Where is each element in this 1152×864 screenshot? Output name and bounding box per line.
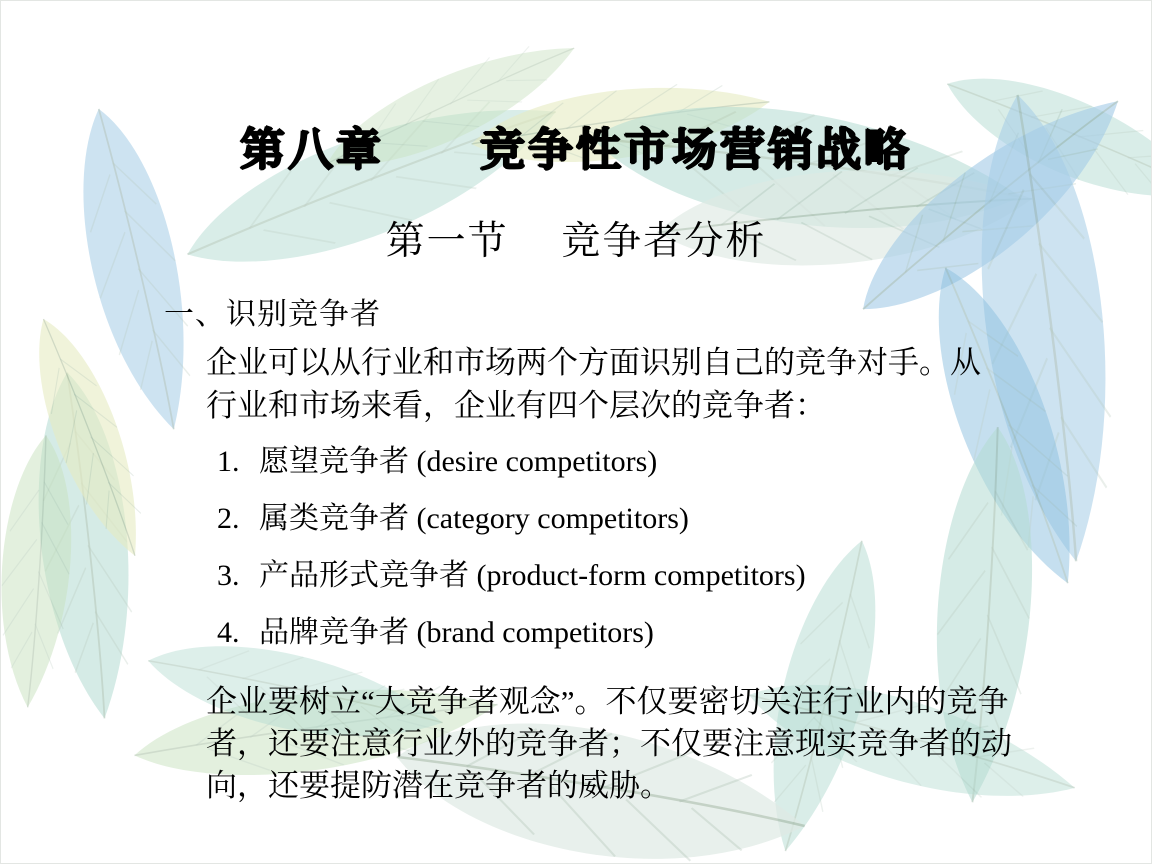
list-label: 品牌竞争者 (brand competitors): [259, 616, 654, 649]
closing-paragraph: 企业要树立“大竞争者观念”。不仅要密切关注行业内的竞争者，还要注意行业外的竞争者；不仅要注意现实竞争者的动向，还要提防潜在竞争者的威胁。: [206, 684, 1012, 803]
list-label: 产品形式竞争者 (product-form competitors): [259, 559, 806, 592]
list-number: 2.: [217, 502, 240, 535]
list-number: 4.: [217, 616, 240, 649]
list-number: 3.: [217, 559, 240, 592]
intro-paragraph: 企业可以从行业和市场两个方面识别自己的竞争对手。从行业和市场来看，企业有四个层次的竞争者：: [206, 345, 981, 423]
competitor-type-list: [217, 445, 806, 673]
list-number: 1.: [217, 445, 240, 478]
list-item-category-competitors: [217, 502, 806, 536]
list-item-brand-competitors: [217, 616, 806, 650]
list-label: 属类竞争者 (category competitors): [259, 502, 689, 535]
slide-content: [1, 1, 1151, 863]
list-heading: 一、识别竞争者: [164, 298, 381, 331]
section-title: 第一节 竞争者分析: [385, 220, 767, 263]
list-item-desire-competitors: [217, 445, 806, 479]
slide-title: 第八章 竞争性市场营销战略: [239, 124, 912, 175]
list-item-product-form-competitors: [217, 559, 806, 593]
list-label: 愿望竞争者 (desire competitors): [259, 445, 658, 478]
